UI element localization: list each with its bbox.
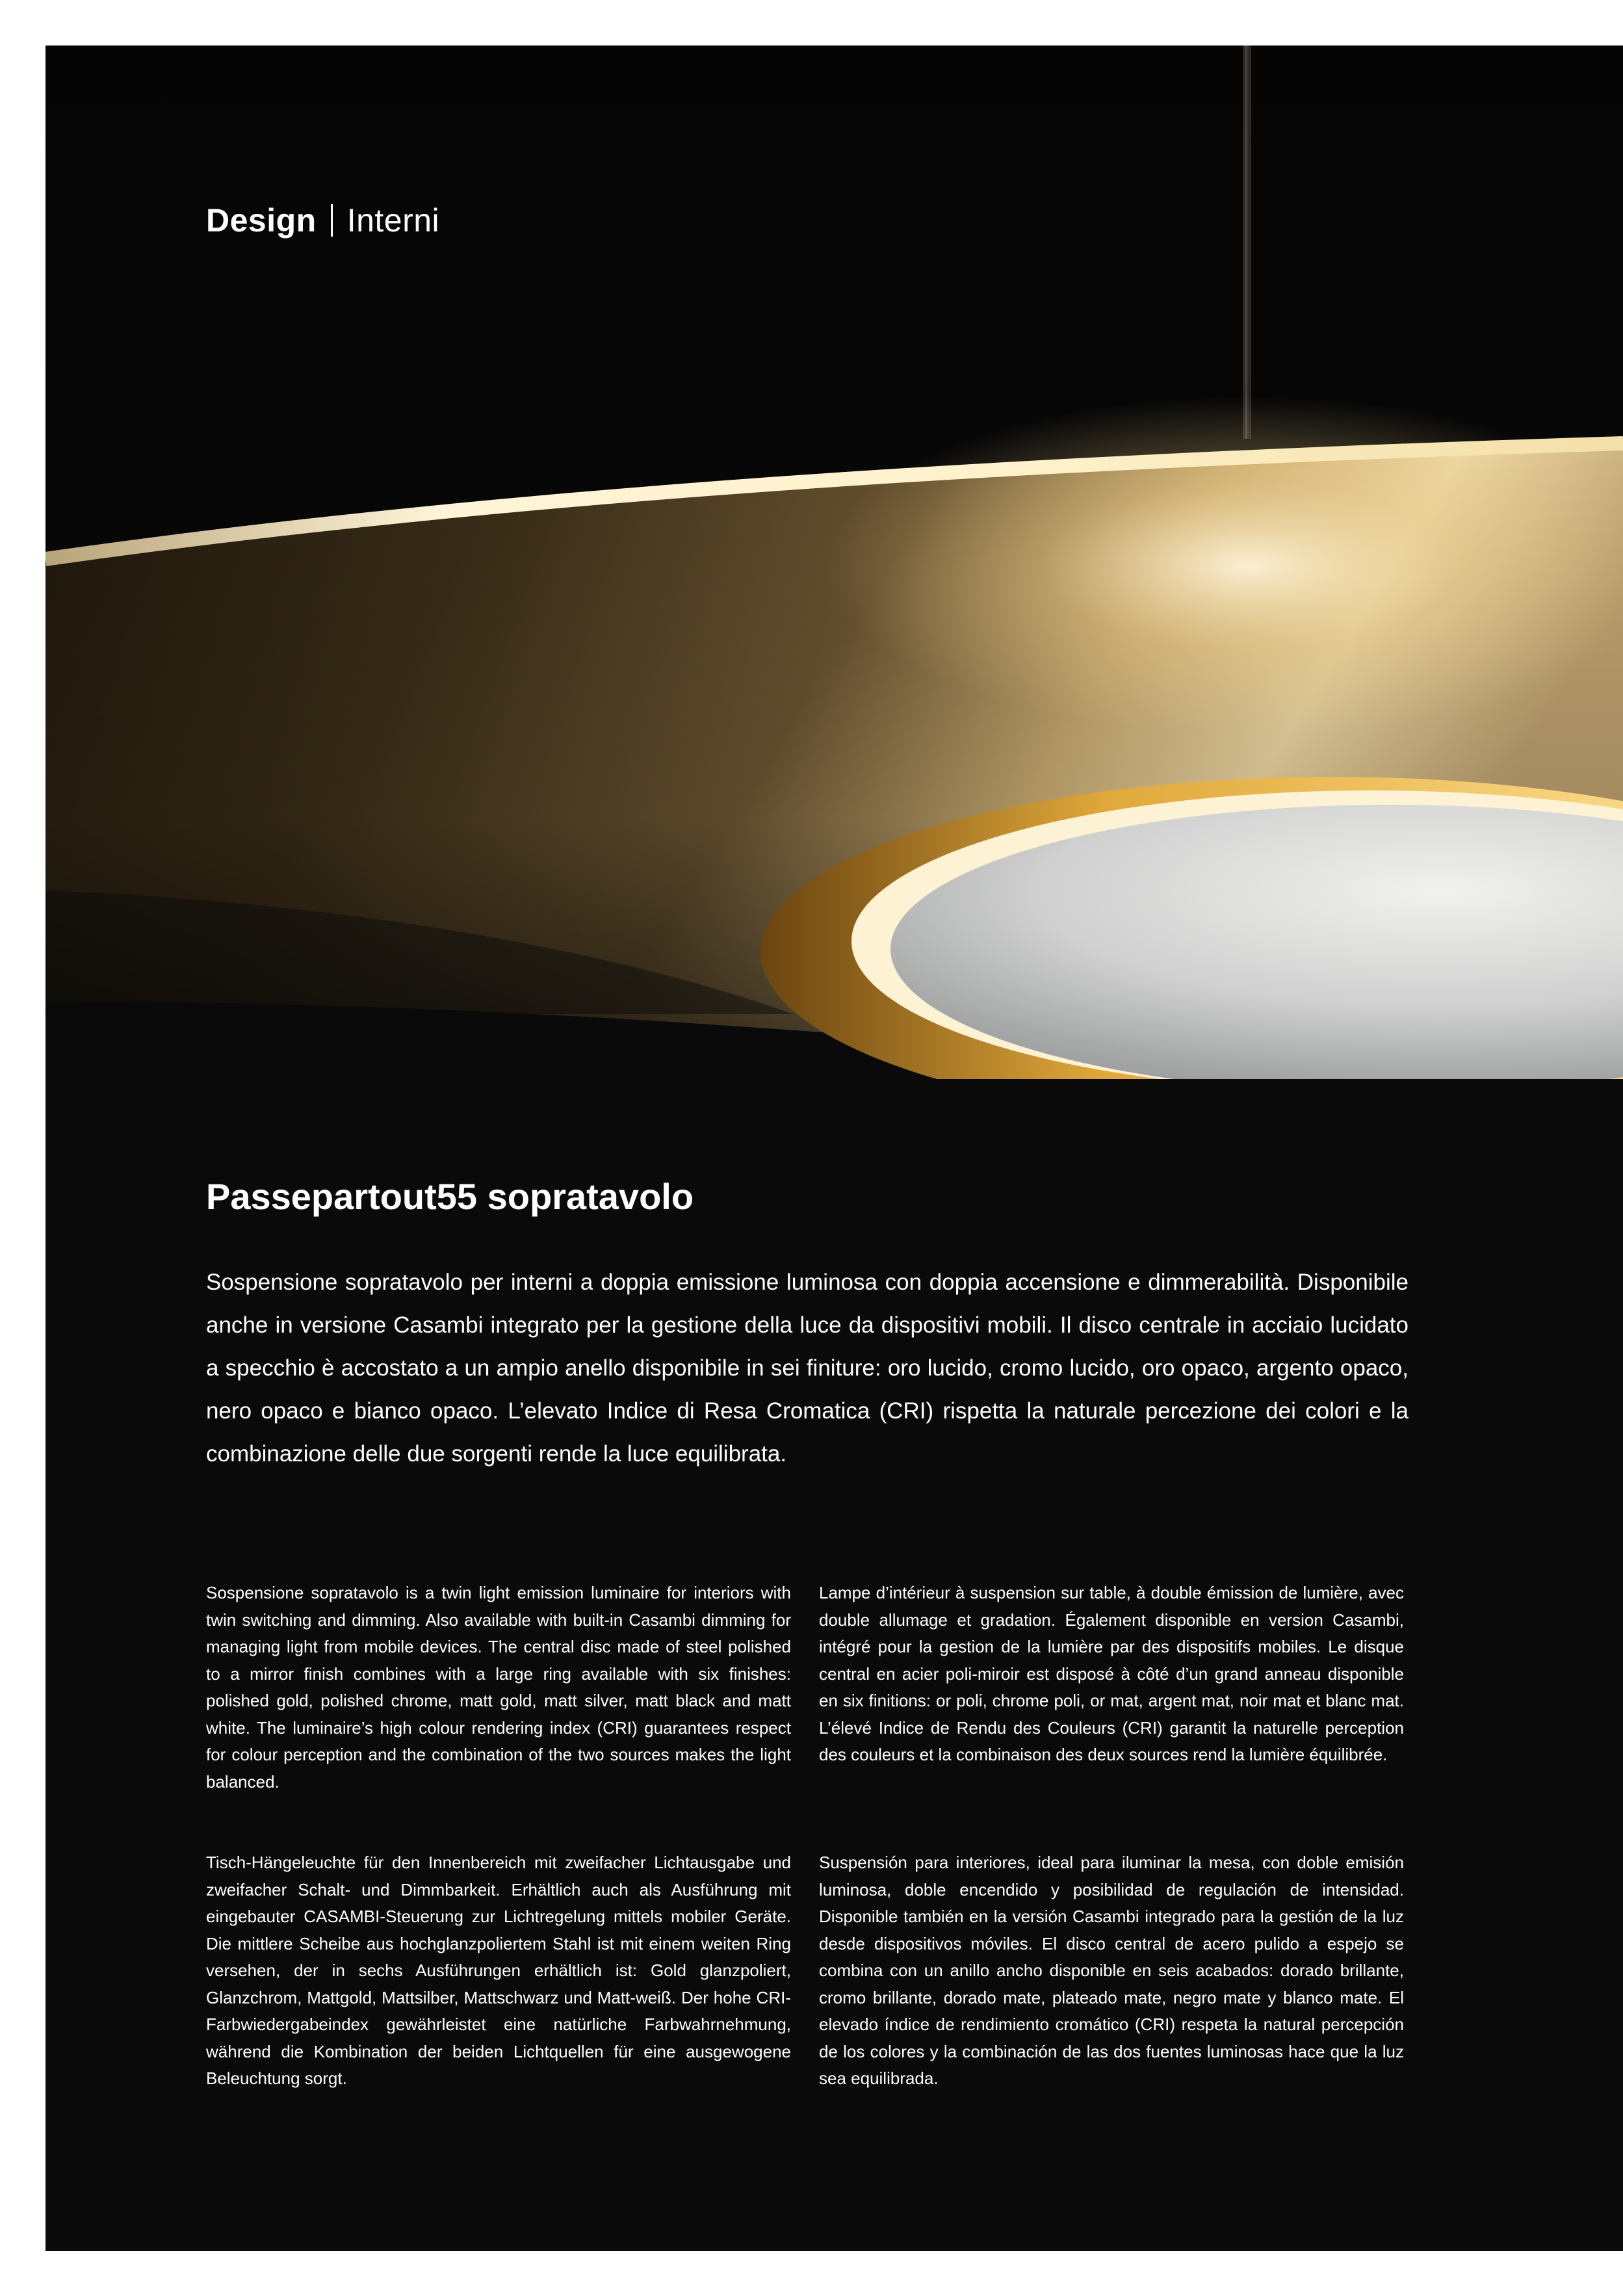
brochure-page: [45, 46, 1623, 2251]
section-label-design: Design: [206, 202, 317, 239]
section-label-interni: Interni: [346, 202, 440, 239]
description-german: Tisch-Hängeleuchte für den Innenbereich mit zweifacher Lichtausgabe und zweifacher Schalt- und Dimmbarkeit. Erhältlich auch als Ausführung mit eingebauter CASAMBI-Steuerung zur Lichtregelung mittels mobiler Geräte. Die mittlere Scheibe aus hochglanzpoliertem Stahl ist mit einem weiten Ring versehen, der in sechs Ausführungen erhältlich ist: Gold glanzpoliert, Glanzchrom, Mattgold, Mattsilber, Mattschwarz und Matt-weiß. Der hohe CRI-Farbwiedergabeindex gewährleistet eine natürliche Farbwahrnehmung, während die Kombination der beiden Lichtquellen für eine ausgewogene Beleuchtung sorgt.: [206, 1853, 791, 2088]
product-title: Passepartout55 sopratavolo: [206, 1176, 694, 1217]
section-label: [206, 202, 439, 239]
description-english: Sospensione sopratavolo is a twin light emission luminaire for interiors with twin switching and dimming. Also available with built-in Casambi dimming for managing light from mobile devices. The central disc made of steel polished to a mirror finish combines with a large ring available with six finishes: polished gold, polished chrome, matt gold, matt silver, matt black and matt white. The luminaire’s high colour rendering index (CRI) guarantees respect for colour perception and the combination of the two sources makes the light balanced.: [206, 1583, 791, 1792]
section-separator: [331, 204, 333, 237]
intro-paragraph-italian: Sospensione sopratavolo per interni a doppia emissione luminosa con doppia accensione e dimmerabilità. Disponibile anche in versione Casambi integrato per la gestione della luce da dispositivi mobili. Il disco centrale in acciaio lucidato a specchio è accostato a un ampio anello disponibile in sei finiture: oro lucido, cromo lucido, oro opaco, argento opaco, nero opaco e bianco opaco. L’elevato Indice di Resa Cromatica (CRI) rispetta la naturale percezione dei colori e la combinazione delle due sorgenti rende la luce equilibrata.: [206, 1270, 1409, 1467]
description-spanish: Suspensión para interiores, ideal para iluminar la mesa, con doble emisión luminosa, doble encendido y posibilidad de regulación de intensidad. Disponible también en la versión Casambi integrado para la gestión de la luz desde dispositivos móviles. El disco central de acero pulido a espejo se combina con un anillo ancho disponible en seis acabados: dorado brillante, cromo brillante, dorado mate, plateado mate, negro mate y blanco mate. El elevado índice de rendimiento cromático (CRI) respeta la natural percepción de los colores y la combinación de las dos fuentes luminosas hace que la luz sea equilibrada.: [819, 1853, 1404, 2088]
description-french: Lampe d’intérieur à suspension sur table, à double émission de lumière, avec double allumage et gradation. Également disponible en version Casambi, intégré pour la gestion de la lumière par des dispositifs mobiles. Le disque central en acier poli-miroir est disposé à côté d’un grand anneau disponible en six finitions: or poli, chrome poli, or mat, argent mat, noir mat et blanc mat. L’élevé Indice de Rendu des Couleurs (CRI) garantit la naturelle perception des couleurs et la combinaison des deux sources rend la lumière équilibrée.: [819, 1583, 1404, 1764]
